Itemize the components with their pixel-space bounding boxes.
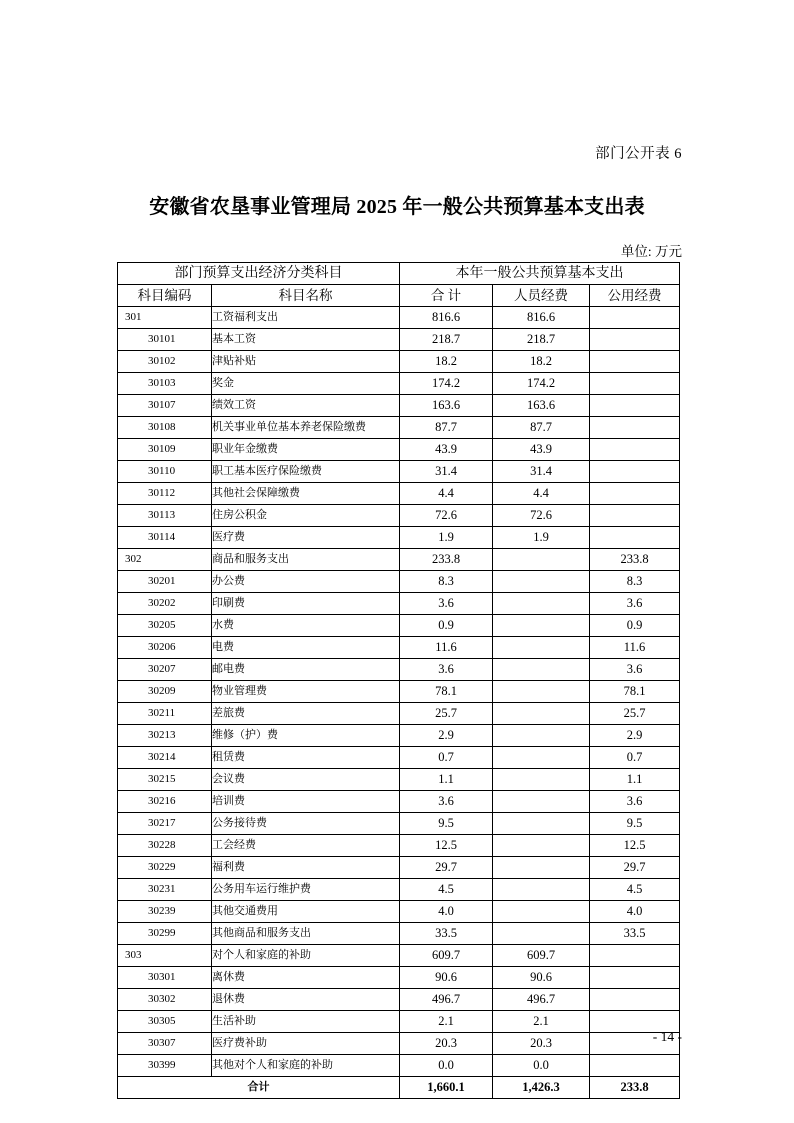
cell-public: 0.9: [590, 615, 680, 637]
table-column-header-row: [118, 285, 680, 307]
cell-total: 43.9: [400, 439, 493, 461]
cell-name: 职业年金缴费: [212, 439, 400, 461]
cell-name: 离休费: [212, 967, 400, 989]
cell-name: 工资福利支出: [212, 307, 400, 329]
cell-code: 30108: [118, 417, 212, 439]
column-header-name: 科目名称: [212, 285, 400, 307]
table-row: [118, 703, 680, 725]
table-row: [118, 1011, 680, 1033]
cell-public: 3.6: [590, 659, 680, 681]
cell-personnel: [493, 813, 590, 835]
cell-public: 12.5: [590, 835, 680, 857]
cell-public: [590, 527, 680, 549]
table-row: [118, 417, 680, 439]
cell-public: [590, 329, 680, 351]
cell-name: 工会经费: [212, 835, 400, 857]
cell-code: 30239: [118, 901, 212, 923]
cell-total: 496.7: [400, 989, 493, 1011]
cell-public: 3.6: [590, 593, 680, 615]
cell-code: 30231: [118, 879, 212, 901]
cell-public: [590, 505, 680, 527]
table-row: [118, 879, 680, 901]
cell-total: 2.9: [400, 725, 493, 747]
cell-personnel: 1.9: [493, 527, 590, 549]
cell-name: 奖金: [212, 373, 400, 395]
cell-personnel: 4.4: [493, 483, 590, 505]
cell-total: 72.6: [400, 505, 493, 527]
table-row: [118, 307, 680, 329]
cell-total: 1.1: [400, 769, 493, 791]
cell-code: 303: [118, 945, 212, 967]
cell-total: 233.8: [400, 549, 493, 571]
cell-name: 对个人和家庭的补助: [212, 945, 400, 967]
total-public: 233.8: [590, 1077, 680, 1099]
cell-code: 302: [118, 549, 212, 571]
cell-total: 11.6: [400, 637, 493, 659]
cell-personnel: 163.6: [493, 395, 590, 417]
cell-name: 退休费: [212, 989, 400, 1011]
table-row: [118, 835, 680, 857]
cell-public: [590, 945, 680, 967]
table-row: [118, 681, 680, 703]
cell-public: [590, 307, 680, 329]
cell-total: 90.6: [400, 967, 493, 989]
table-row: [118, 527, 680, 549]
cell-personnel: [493, 901, 590, 923]
cell-personnel: 218.7: [493, 329, 590, 351]
cell-code: 30305: [118, 1011, 212, 1033]
cell-code: 30209: [118, 681, 212, 703]
cell-name: 其他社会保障缴费: [212, 483, 400, 505]
cell-personnel: [493, 725, 590, 747]
cell-public: 2.9: [590, 725, 680, 747]
cell-public: [590, 351, 680, 373]
cell-name: 公务接待费: [212, 813, 400, 835]
cell-public: [590, 439, 680, 461]
table-row: [118, 395, 680, 417]
table-row: [118, 593, 680, 615]
table-row: [118, 659, 680, 681]
cell-public: [590, 395, 680, 417]
cell-personnel: [493, 879, 590, 901]
cell-name: 租赁费: [212, 747, 400, 769]
cell-public: [590, 483, 680, 505]
form-number-label: 部门公开表 6: [595, 146, 682, 162]
table-row: [118, 1055, 680, 1077]
cell-total: 3.6: [400, 659, 493, 681]
table-row: [118, 571, 680, 593]
cell-total: 33.5: [400, 923, 493, 945]
cell-code: 30103: [118, 373, 212, 395]
cell-total: 816.6: [400, 307, 493, 329]
cell-personnel: 43.9: [493, 439, 590, 461]
cell-public: [590, 461, 680, 483]
table-header: [118, 263, 680, 307]
cell-public: [590, 373, 680, 395]
budget-table: [117, 262, 680, 1099]
column-header-total: 合 计: [400, 285, 493, 307]
table-row: [118, 505, 680, 527]
cell-name: 差旅费: [212, 703, 400, 725]
table-row: [118, 813, 680, 835]
cell-public: 3.6: [590, 791, 680, 813]
cell-code: 30215: [118, 769, 212, 791]
cell-total: 4.0: [400, 901, 493, 923]
cell-code: 30113: [118, 505, 212, 527]
cell-code: 30302: [118, 989, 212, 1011]
table-row: [118, 373, 680, 395]
cell-personnel: 496.7: [493, 989, 590, 1011]
total-sum: 1,660.1: [400, 1077, 493, 1099]
column-header-public: 公用经费: [590, 285, 680, 307]
cell-public: 4.0: [590, 901, 680, 923]
cell-code: 30102: [118, 351, 212, 373]
table-row: [118, 637, 680, 659]
total-label: 合计: [118, 1077, 400, 1099]
table-body: [118, 307, 680, 1077]
table-row: [118, 857, 680, 879]
cell-code: 30114: [118, 527, 212, 549]
cell-name: 其他交通费用: [212, 901, 400, 923]
cell-name: 机关事业单位基本养老保险缴费: [212, 417, 400, 439]
cell-personnel: 174.2: [493, 373, 590, 395]
cell-name: 物业管理费: [212, 681, 400, 703]
cell-name: 培训费: [212, 791, 400, 813]
cell-personnel: [493, 857, 590, 879]
cell-name: 会议费: [212, 769, 400, 791]
cell-name: 电费: [212, 637, 400, 659]
cell-personnel: 87.7: [493, 417, 590, 439]
cell-name: 邮电费: [212, 659, 400, 681]
table-row: [118, 791, 680, 813]
cell-code: 30206: [118, 637, 212, 659]
cell-personnel: 72.6: [493, 505, 590, 527]
cell-personnel: [493, 769, 590, 791]
cell-public: 4.5: [590, 879, 680, 901]
cell-personnel: [493, 681, 590, 703]
cell-public: 1.1: [590, 769, 680, 791]
cell-public: 29.7: [590, 857, 680, 879]
cell-personnel: 31.4: [493, 461, 590, 483]
cell-personnel: [493, 549, 590, 571]
cell-personnel: 90.6: [493, 967, 590, 989]
table-row: [118, 549, 680, 571]
cell-code: 30211: [118, 703, 212, 725]
cell-personnel: [493, 703, 590, 725]
cell-name: 基本工资: [212, 329, 400, 351]
cell-code: 30214: [118, 747, 212, 769]
column-header-code: 科目编码: [118, 285, 212, 307]
table-total-row: [118, 1077, 680, 1099]
cell-total: 1.9: [400, 527, 493, 549]
cell-personnel: [493, 835, 590, 857]
cell-personnel: [493, 637, 590, 659]
cell-code: 30112: [118, 483, 212, 505]
cell-total: 2.1: [400, 1011, 493, 1033]
cell-public: 33.5: [590, 923, 680, 945]
cell-code: 30110: [118, 461, 212, 483]
cell-code: 30217: [118, 813, 212, 835]
cell-personnel: 20.3: [493, 1033, 590, 1055]
cell-personnel: 609.7: [493, 945, 590, 967]
cell-total: 18.2: [400, 351, 493, 373]
cell-name: 医疗费: [212, 527, 400, 549]
cell-total: 4.4: [400, 483, 493, 505]
table-row: [118, 989, 680, 1011]
cell-name: 职工基本医疗保险缴费: [212, 461, 400, 483]
cell-code: 30107: [118, 395, 212, 417]
cell-personnel: [493, 747, 590, 769]
cell-total: 87.7: [400, 417, 493, 439]
cell-total: 218.7: [400, 329, 493, 351]
unit-note: 单位: 万元: [620, 244, 682, 259]
cell-code: 30301: [118, 967, 212, 989]
cell-name: 绩效工资: [212, 395, 400, 417]
cell-total: 3.6: [400, 593, 493, 615]
cell-total: 29.7: [400, 857, 493, 879]
cell-code: 30228: [118, 835, 212, 857]
cell-total: 4.5: [400, 879, 493, 901]
cell-total: 78.1: [400, 681, 493, 703]
cell-code: 30109: [118, 439, 212, 461]
cell-total: 174.2: [400, 373, 493, 395]
table-row: [118, 615, 680, 637]
cell-public: 0.7: [590, 747, 680, 769]
table-row: [118, 747, 680, 769]
cell-name: 福利费: [212, 857, 400, 879]
cell-code: 30202: [118, 593, 212, 615]
table-row: [118, 967, 680, 989]
cell-code: 30207: [118, 659, 212, 681]
cell-total: 0.7: [400, 747, 493, 769]
cell-total: 0.9: [400, 615, 493, 637]
table-row: [118, 461, 680, 483]
table-row: [118, 769, 680, 791]
cell-public: [590, 1055, 680, 1077]
table-row: [118, 329, 680, 351]
cell-code: 30213: [118, 725, 212, 747]
cell-personnel: 2.1: [493, 1011, 590, 1033]
cell-public: 25.7: [590, 703, 680, 725]
cell-name: 生活补助: [212, 1011, 400, 1033]
cell-public: [590, 417, 680, 439]
cell-public: 11.6: [590, 637, 680, 659]
group-header-right: 本年一般公共预算基本支出: [400, 263, 680, 285]
cell-personnel: [493, 791, 590, 813]
page-number: - 14 -: [652, 1029, 682, 1044]
cell-total: 20.3: [400, 1033, 493, 1055]
table-row: [118, 1033, 680, 1055]
cell-personnel: 18.2: [493, 351, 590, 373]
cell-name: 办公费: [212, 571, 400, 593]
cell-total: 8.3: [400, 571, 493, 593]
cell-public: 8.3: [590, 571, 680, 593]
cell-public: 233.8: [590, 549, 680, 571]
column-header-personnel: 人员经费: [493, 285, 590, 307]
page-title: 安徽省农垦事业管理局 2025 年一般公共预算基本支出表: [149, 196, 645, 218]
cell-personnel: [493, 659, 590, 681]
cell-name: 住房公积金: [212, 505, 400, 527]
cell-name: 公务用车运行维护费: [212, 879, 400, 901]
cell-code: 30399: [118, 1055, 212, 1077]
table-row: [118, 351, 680, 373]
cell-code: 30205: [118, 615, 212, 637]
table-row: [118, 483, 680, 505]
cell-total: 0.0: [400, 1055, 493, 1077]
cell-total: 12.5: [400, 835, 493, 857]
cell-total: 163.6: [400, 395, 493, 417]
cell-personnel: 816.6: [493, 307, 590, 329]
cell-name: 维修（护）费: [212, 725, 400, 747]
cell-code: 30216: [118, 791, 212, 813]
cell-total: 25.7: [400, 703, 493, 725]
cell-public: 9.5: [590, 813, 680, 835]
cell-total: 609.7: [400, 945, 493, 967]
cell-personnel: 0.0: [493, 1055, 590, 1077]
table-footer: [118, 1077, 680, 1099]
cell-code: 30299: [118, 923, 212, 945]
cell-code: 30229: [118, 857, 212, 879]
cell-personnel: [493, 615, 590, 637]
cell-name: 津贴补贴: [212, 351, 400, 373]
cell-personnel: [493, 571, 590, 593]
cell-total: 3.6: [400, 791, 493, 813]
cell-name: 商品和服务支出: [212, 549, 400, 571]
table-row: [118, 439, 680, 461]
cell-personnel: [493, 593, 590, 615]
table-row: [118, 901, 680, 923]
cell-public: [590, 967, 680, 989]
table-row: [118, 945, 680, 967]
cell-code: 30201: [118, 571, 212, 593]
cell-code: 30307: [118, 1033, 212, 1055]
cell-name: 其他对个人和家庭的补助: [212, 1055, 400, 1077]
total-personnel: 1,426.3: [493, 1077, 590, 1099]
cell-name: 印刷费: [212, 593, 400, 615]
cell-public: 78.1: [590, 681, 680, 703]
cell-public: [590, 989, 680, 1011]
cell-name: 医疗费补助: [212, 1033, 400, 1055]
cell-name: 水费: [212, 615, 400, 637]
cell-total: 9.5: [400, 813, 493, 835]
table-row: [118, 923, 680, 945]
cell-personnel: [493, 923, 590, 945]
cell-code: 30101: [118, 329, 212, 351]
table-group-header-row: [118, 263, 680, 285]
group-header-left: 部门预算支出经济分类科目: [118, 263, 400, 285]
cell-code: 301: [118, 307, 212, 329]
cell-total: 31.4: [400, 461, 493, 483]
cell-name: 其他商品和服务支出: [212, 923, 400, 945]
table-row: [118, 725, 680, 747]
